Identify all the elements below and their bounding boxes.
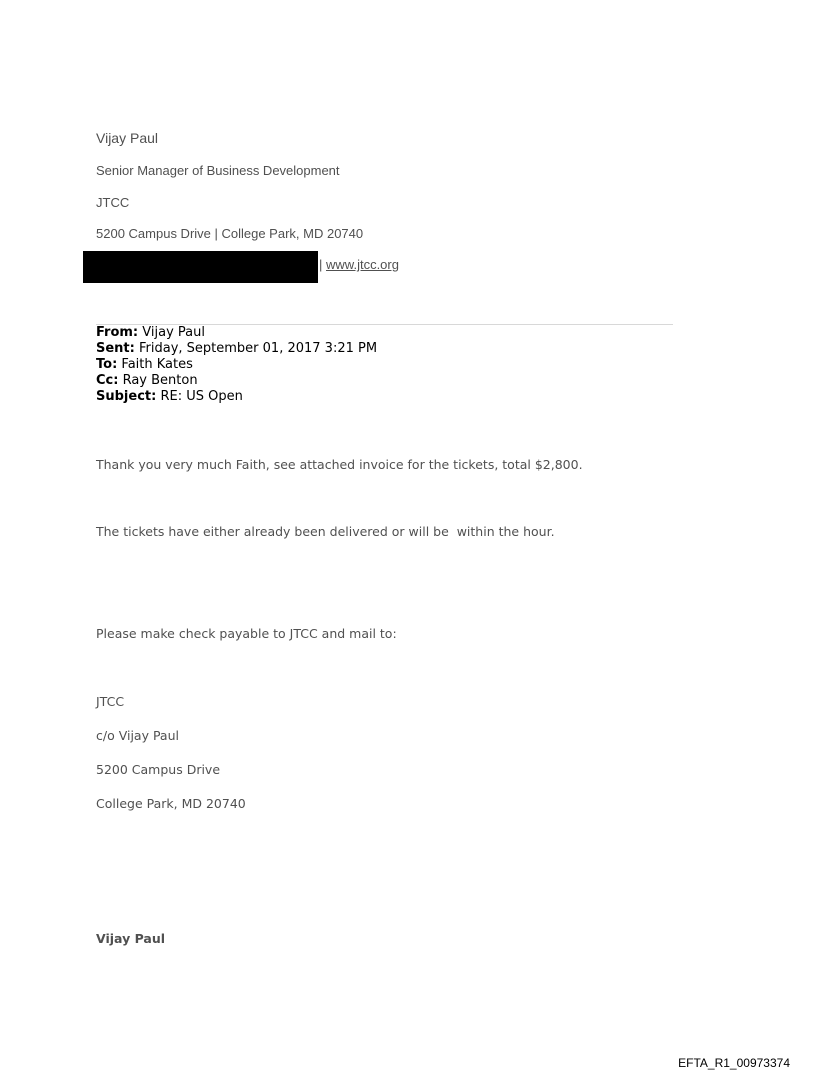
mailing-address-line-2: c/o Vijay Paul (96, 728, 179, 743)
bates-number: EFTA_R1_00973374 (678, 1056, 790, 1070)
subject-value: RE: US Open (160, 389, 243, 404)
subject-label: Subject: (96, 389, 157, 404)
from-label: From: (96, 325, 139, 340)
redaction-block (83, 251, 318, 283)
header-to (96, 357, 193, 373)
signature-title: Senior Manager of Business Development (96, 163, 340, 178)
header-from (96, 325, 205, 341)
signature-address: 5200 Campus Drive | College Park, MD 20740 (96, 226, 364, 241)
cc-value: Ray Benton (122, 373, 198, 388)
header-subject (96, 389, 243, 405)
closing-name: Vijay Paul (96, 931, 166, 946)
mailing-address-line-1: JTCC (96, 694, 125, 709)
to-value: Faith Kates (121, 357, 193, 372)
mailing-address-line-3: 5200 Campus Drive (96, 762, 221, 777)
to-label: To: (96, 357, 118, 372)
header-sent (96, 341, 377, 357)
website-link[interactable]: www.jtcc.org (326, 257, 399, 272)
body-paragraph-1: Thank you very much Faith, see attached invoice for the tickets, total $2,800. (96, 457, 583, 472)
signature-name: Vijay Paul (96, 130, 159, 146)
web-separator: | (319, 257, 323, 272)
signature-organization: JTCC (96, 195, 130, 210)
sent-label: Sent: (96, 341, 135, 356)
sent-value: Friday, September 01, 2017 3:21 PM (139, 341, 378, 356)
mailing-address-line-4: College Park, MD 20740 (96, 796, 246, 811)
body-paragraph-3: Please make check payable to JTCC and mail to: (96, 626, 397, 641)
cc-label: Cc: (96, 373, 119, 388)
from-value: Vijay Paul (142, 325, 205, 340)
signature-web-line (319, 257, 399, 272)
body-paragraph-2: The tickets have either already been delivered or will be within the hour. (96, 524, 555, 539)
header-cc (96, 373, 198, 389)
